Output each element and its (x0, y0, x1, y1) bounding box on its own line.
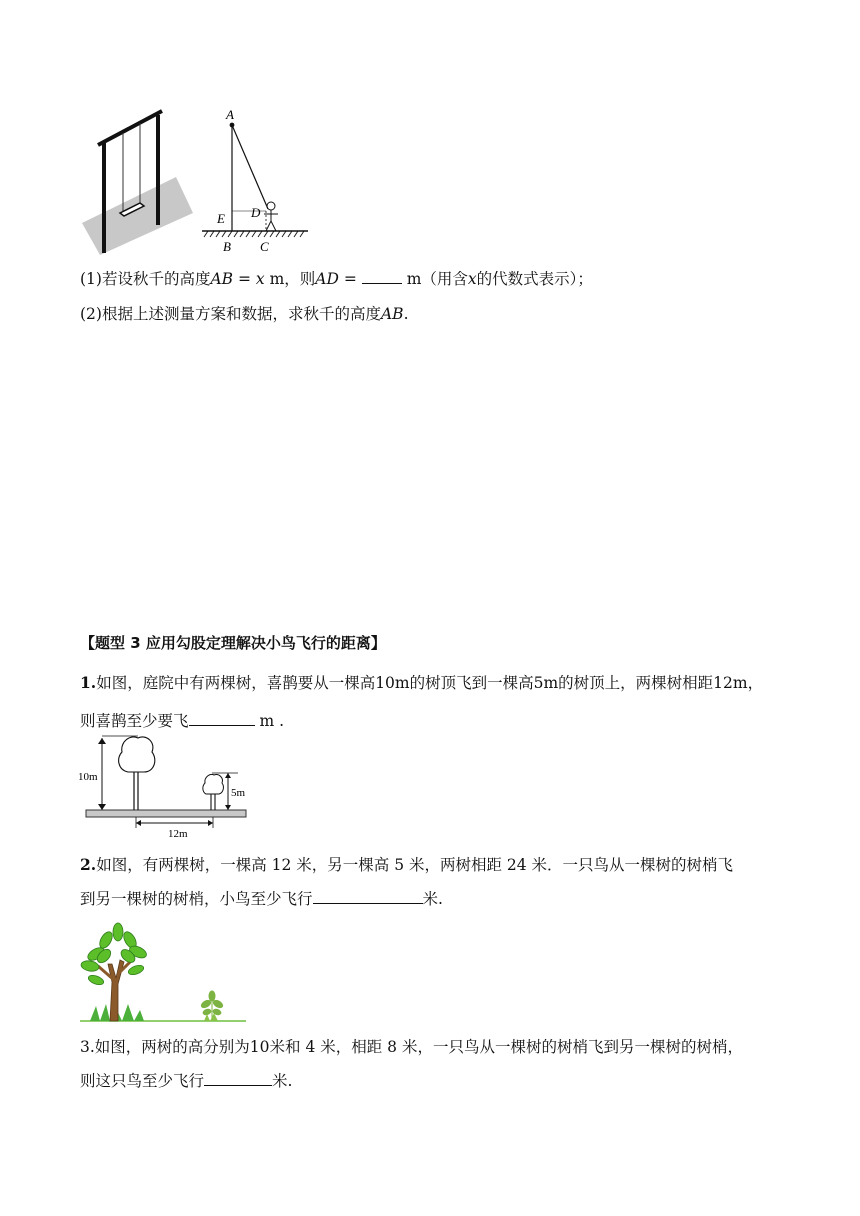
swing-question-part1: (1)若设秋千的高度AB = x m，则AD = m（用含x的代数式表示）； (80, 270, 593, 288)
question-2-line2: 到另一棵树的树梢，小鸟至少飞行 米. (80, 890, 443, 908)
swing-illustration (78, 105, 196, 260)
label-10m: 10m (78, 771, 98, 783)
question-1-line2: 则喜鹊至少要飞 m . (80, 712, 285, 730)
answer-blank[interactable] (362, 269, 402, 284)
answer-blank[interactable] (313, 889, 423, 904)
question-3-line2: 则这只鸟至少飞行 米. (80, 1072, 293, 1090)
question-number: 2. (80, 855, 97, 874)
label-E: E (217, 211, 225, 226)
swing-question-part2: (2)根据上述测量方案和数据，求秋千的高度AB. (80, 305, 409, 323)
label-D: D (251, 205, 261, 220)
question-3-line1: 3.如图，两树的高分别为10米和 4 米，相距 8 米，一只鸟从一棵树的树梢飞到另一棵树的树梢， (80, 1038, 743, 1056)
label-12m: 12m (168, 828, 188, 840)
label-A: A (226, 107, 234, 122)
answer-blank[interactable] (204, 1071, 272, 1086)
label-5m: 5m (231, 787, 246, 799)
question-2-line1: 2.如图，有两棵树，一棵高 12 米，另一棵高 5 米，两树相距 24 米．一只鸟从一棵树的树梢飞 (80, 855, 734, 874)
question-number: 3. (80, 1038, 95, 1056)
trees-distance-diagram (78, 730, 254, 840)
colored-trees-illustration (76, 918, 248, 1026)
question-1-line1: 1.如图，庭院中有两棵树，喜鹊要从一棵高10m的树顶飞到一棵高5m的树顶上，两棵树相距12m， (80, 673, 764, 692)
swing-geometry-diagram (198, 105, 313, 257)
label-C: C (260, 239, 269, 254)
section-heading: 【题型 3 应用勾股定理解决小鸟飞行的距离】 (80, 634, 386, 652)
label-B: B (223, 239, 231, 254)
answer-blank[interactable] (189, 711, 255, 726)
question-number: 1. (80, 673, 97, 692)
